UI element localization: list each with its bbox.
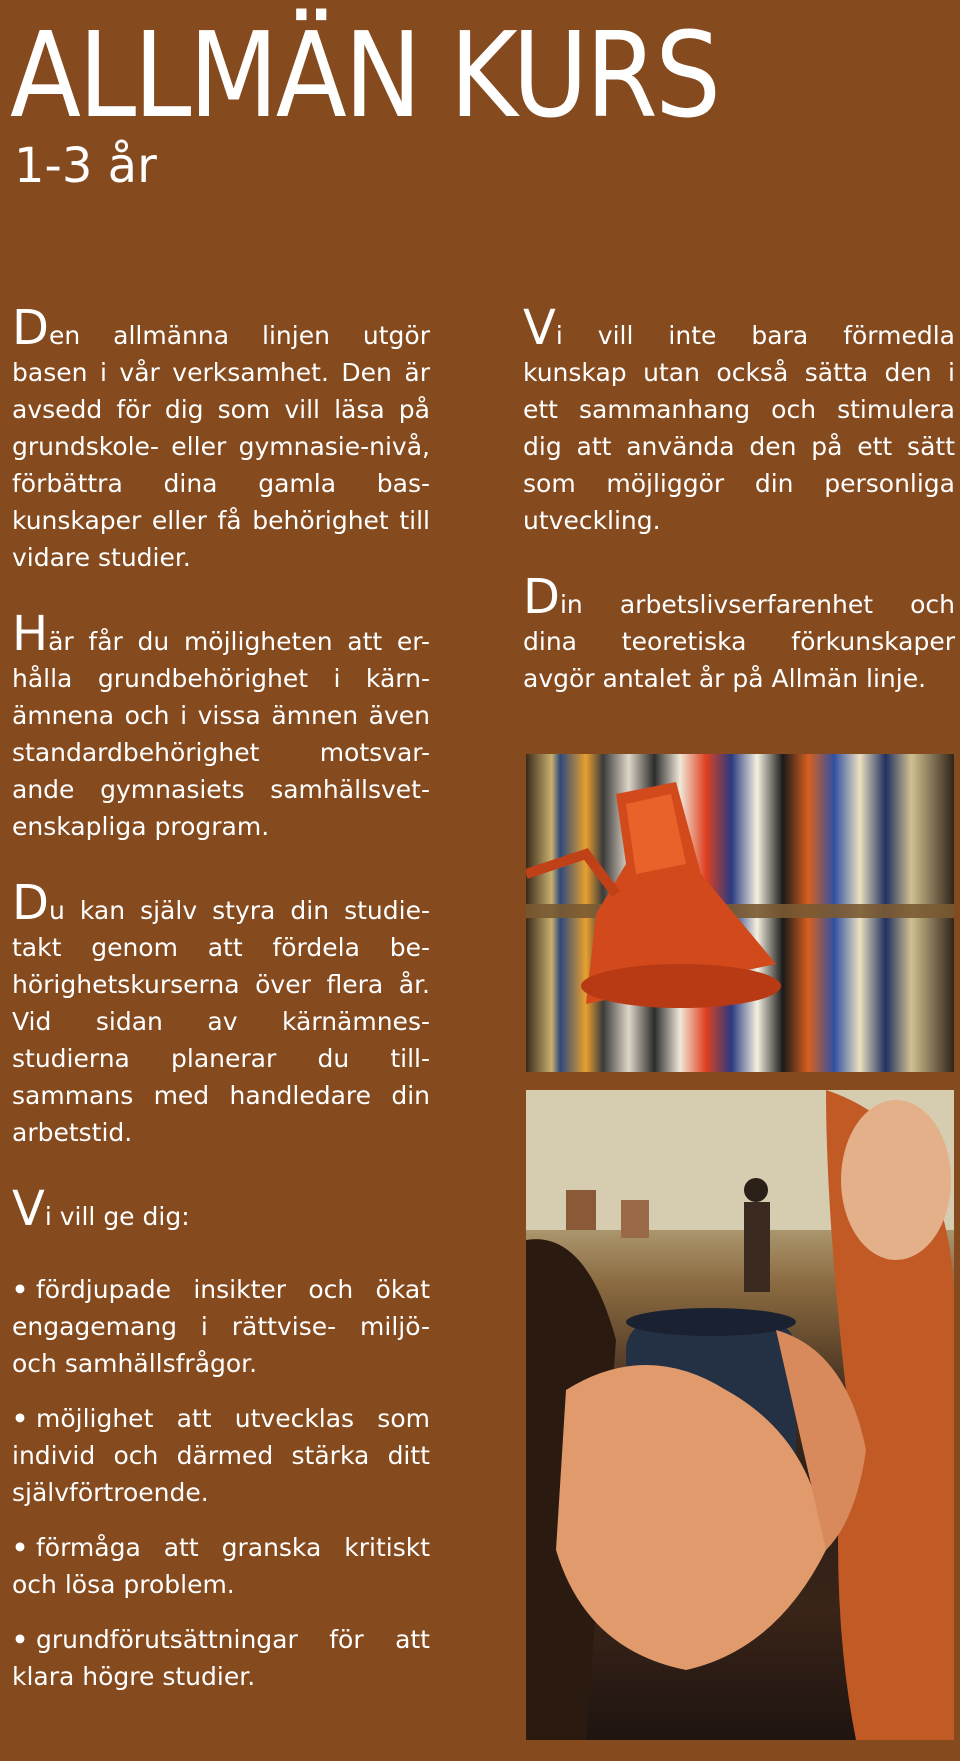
page-title: ALLMÄN KURS (10, 6, 719, 144)
paragraph (523, 569, 955, 697)
bullet-icon: • (12, 1625, 28, 1654)
list-item (12, 1271, 430, 1382)
list-item-text: möjlighet att utvecklas som individ och därmed stärka ditt självförtroende. (12, 1404, 430, 1507)
bullet-icon: • (12, 1533, 28, 1562)
paragraph-text: in arbetslivserfarenhet och dina teoretiska förkunskaper avgör antalet år på Allmän linje. (523, 590, 955, 693)
list-item (12, 1621, 430, 1695)
paragraph-text: u kan själv styra din studie-takt genom att fördela be-hörighetskurserna över flera år. Vid sidan av kärnämnes-studierna planerar du till-sammans med handledare din arbetstid. (12, 896, 430, 1147)
cafe-cup-photo (526, 1090, 954, 1740)
bullet-icon: • (12, 1275, 28, 1304)
drop-initial: D (12, 875, 49, 931)
bullet-icon: • (12, 1404, 28, 1433)
paragraph-text: en allmänna linjen utgör basen i vår verksamhet. Den är avsedd för dig som vill läsa på grundskole- eller gymnasie-nivå, förbättra dina gamla bas-kunskaper eller få behörighet till vidare studier. (12, 321, 430, 572)
paragraph (12, 1181, 430, 1237)
desk-lamp-illustration (526, 754, 954, 1072)
drop-initial: H (12, 606, 49, 662)
paragraph-text: i vill ge dig: (44, 1202, 190, 1231)
list-item-text: förmåga att granska kritiskt och lösa problem. (12, 1533, 430, 1599)
drop-initial: V (523, 300, 556, 356)
paragraph (523, 300, 955, 539)
drop-initial: D (523, 569, 560, 625)
right-column (523, 300, 955, 737)
bullet-list (12, 1271, 430, 1695)
list-item-text: grundförutsättningar för att klara högre studier. (12, 1625, 430, 1691)
paragraph (12, 606, 430, 845)
drop-initial: V (12, 1181, 45, 1237)
page-subtitle: 1-3 år (14, 138, 157, 194)
drop-initial: D (12, 300, 49, 356)
cafe-scene-illustration (526, 1090, 954, 1740)
list-item (12, 1400, 430, 1511)
left-column (12, 300, 430, 1713)
paragraph-text: är får du möjligheten att er-hålla grundbehörighet i kärn-ämnena och i vissa ämnen även standardbehörighet motsvar-ande gymnasiets samhällsvet-enskapliga program. (12, 627, 430, 841)
paragraph (12, 875, 430, 1151)
paragraph-text: i vill inte bara förmedla kunskap utan också sätta den i ett sammanhang och stimulera dig att använda den på ett sätt som möjliggör din personliga utveckling. (523, 321, 955, 535)
lamp-bookshelf-photo (526, 754, 954, 1072)
list-item (12, 1529, 430, 1603)
list-item-text: fördjupade insikter och ökat engagemang i rättvise- miljö- och samhällsfrågor. (12, 1275, 430, 1378)
paragraph (12, 300, 430, 576)
